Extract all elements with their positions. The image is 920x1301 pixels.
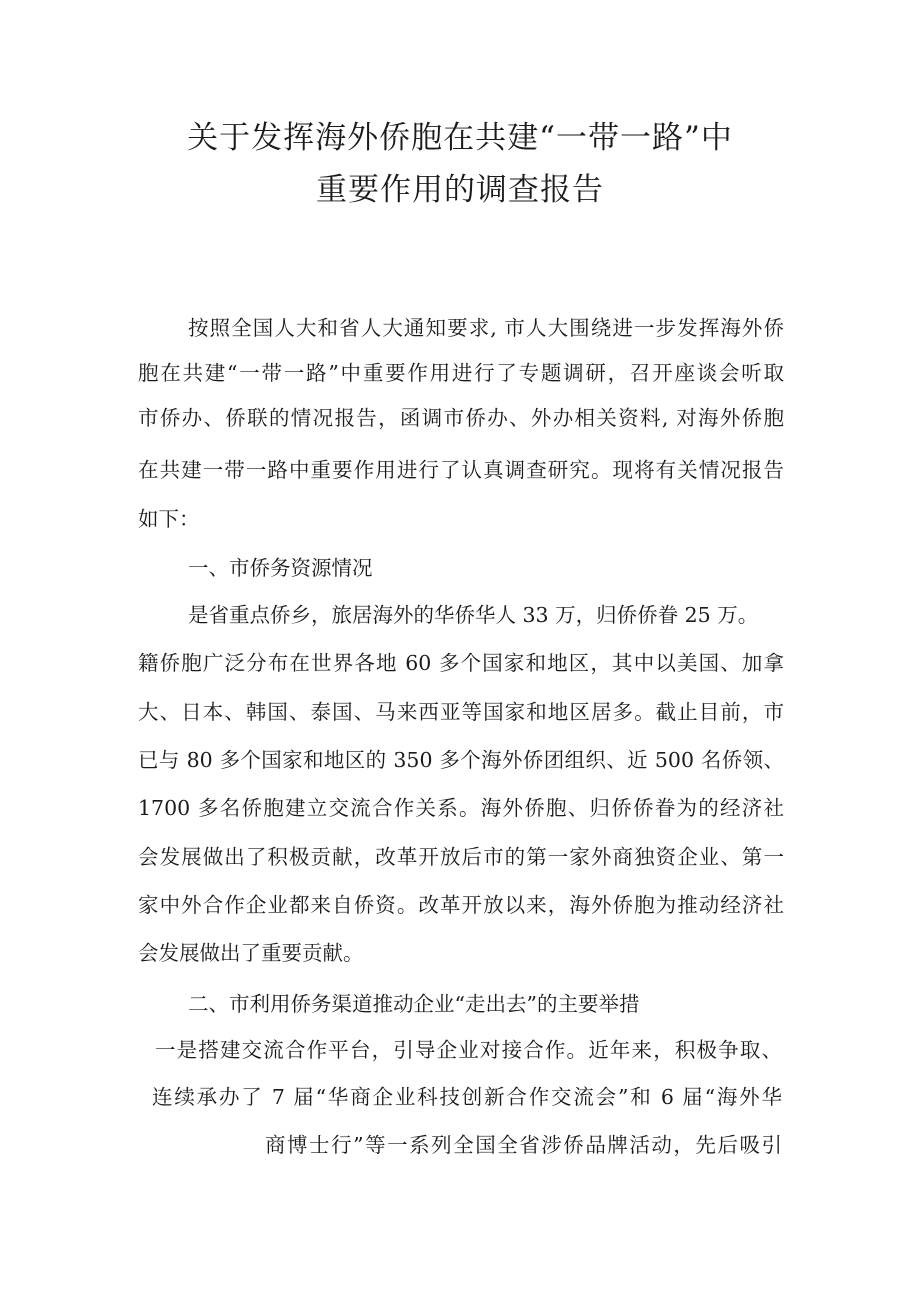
paragraph-1-line-3: 市侨办、侨联的情况报告，函调市侨办、外办相关资料, 对海外侨胞 <box>138 406 784 430</box>
paragraph-3-line-1: 一是搭建交流合作平台，引导企业对接合作。近年来，积极争取、 <box>155 1038 782 1062</box>
paragraph-2-line-6: 会发展做出了积极贡献，改革开放后市的第一家外商独资企业、第一 <box>138 845 784 869</box>
paragraph-1-line-2: 胞在共建“一带一路”中重要作用进行了专题调研，召开座谈会听取 <box>138 361 784 385</box>
paragraph-1-line-1: 按照全国人大和省人大通知要求, 市人大围绕进一步发挥海外侨 <box>188 316 784 340</box>
paragraph-2-line-2: 籍侨胞广泛分布在世界各地 60 多个国家和地区，其中以美国、加拿 <box>138 651 784 675</box>
document-title-line-2: 重要作用的调查报告 <box>316 172 604 208</box>
paragraph-2-line-7: 家中外合作企业都来自侨资。改革开放以来，海外侨胞为推动经济社 <box>138 893 784 917</box>
document-title-line-1: 关于发挥海外侨胞在共建“一带一路”中 <box>187 120 733 156</box>
paragraph-1-line-4: 在共建一带一路中重要作用进行了认真调查研究。现将有关情况报告 <box>138 458 784 482</box>
paragraph-2-line-3: 大、日本、韩国、泰国、马来西亚等国家和地区居多。截止目前，市 <box>138 700 784 724</box>
paragraph-2-line-5: 1700 多名侨胞建立交流合作关系。海外侨胞、归侨侨眷为的经济社 <box>138 796 784 820</box>
section-2-heading: 二、市利用侨务渠道推动企业“走出去”的主要举措 <box>188 992 640 1016</box>
paragraph-2-line-8: 会发展做出了重要贡献。 <box>138 941 364 965</box>
paragraph-2-line-1: 是省重点侨乡，旅居海外的华侨华人 33 万，归侨侨眷 25 万。 <box>188 603 759 627</box>
paragraph-2-line-4: 已与 80 多个国家和地区的 350 多个海外侨团组织、近 500 名侨领、 <box>138 748 784 772</box>
paragraph-3-line-3: 商博士行”等一系列全国全省涉侨品牌活动，先后吸引 <box>265 1133 782 1157</box>
section-1-heading: 一、市侨务资源情况 <box>188 556 373 580</box>
paragraph-1-line-5: 如下： <box>138 507 200 531</box>
paragraph-3-line-2: 连续承办了 7 届“华商企业科技创新合作交流会”和 6 届“海外华 <box>152 1085 782 1109</box>
